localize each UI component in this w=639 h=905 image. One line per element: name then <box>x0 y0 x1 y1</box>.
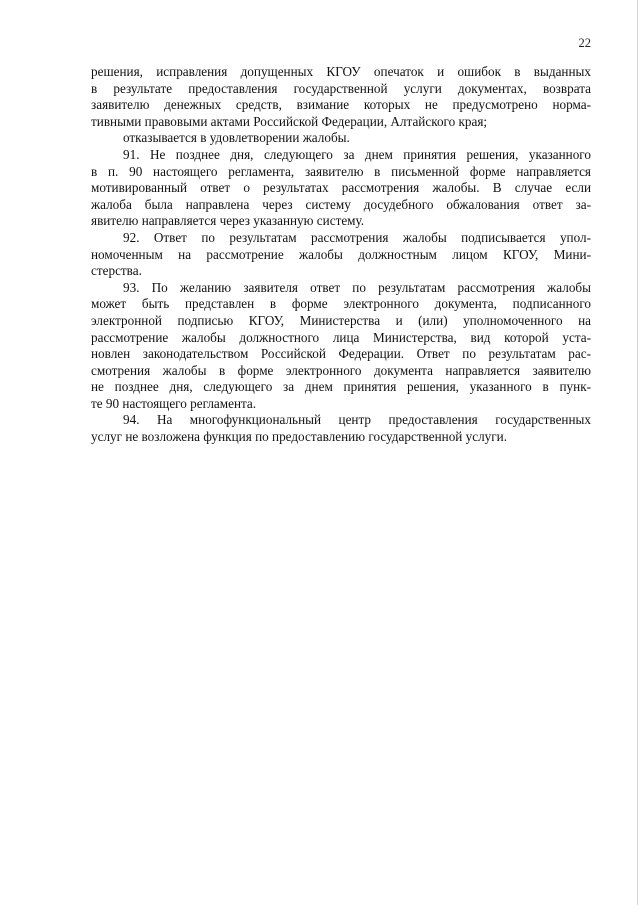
text-line: отказывается в удовлетворении жалобы. <box>123 130 350 146</box>
text-line: 92. Ответ по результатам рассмотрения жалобы подписывается упол- <box>123 229 591 245</box>
page-edge <box>637 0 638 905</box>
document-body <box>91 64 591 446</box>
text-line: стерства. <box>91 263 142 279</box>
text-line: электронной подписью КГОУ, Министерства и (или) уполномоченного на <box>91 312 591 328</box>
text-line: новлен законодательством Российской Федерации. Ответ по результатам рас- <box>91 346 591 362</box>
text-line: рассмотрение жалобы должностного лица Министерства, вид которой уста- <box>91 329 591 345</box>
text-line: смотрения жалобы в форме электронного документа направляется заявителю <box>91 362 591 378</box>
text-line: мотивированный ответ о результатах рассмотрения жалобы. В случае если <box>91 180 591 196</box>
text-line: услуг не возложена функция по предоставлению государственной услуги. <box>91 429 508 445</box>
text-line: явителю направляется через указанную систему. <box>91 213 365 229</box>
text-line: тивными правовыми актами Российской Федерации, Алтайского края; <box>91 113 488 129</box>
text-line: жалоба была направлена через систему досудебного обжалования ответ за- <box>91 196 591 212</box>
text-line: не позднее дня, следующего за днем принятия решения, указанного в пунк- <box>91 379 591 395</box>
text-line: те 90 настоящего регламента. <box>91 395 257 411</box>
text-line: может быть представлен в форме электронного документа, подписанного <box>91 296 591 312</box>
text-line: 93. По желанию заявителя ответ по результатам рассмотрения жалобы <box>123 279 591 295</box>
text-line: номоченным на рассмотрение жалобы должностным лицом КГОУ, Мини- <box>91 246 591 262</box>
page-number: 22 <box>578 36 591 50</box>
text-line: в п. 90 настоящего регламента, заявителю в письменной форме направляется <box>91 163 591 179</box>
text-line: 94. На многофункциональный центр предоставления государственных <box>123 412 591 428</box>
text-line: 91. Не позднее дня, следующего за днем принятия решения, указанного <box>123 146 591 162</box>
text-line: в результате предоставления государственной услуги документах, возврата <box>91 80 591 96</box>
text-line: решения, исправления допущенных КГОУ опечаток и ошибок в выданных <box>91 64 591 79</box>
text-line: заявителю денежных средств, взимание которых не предусмотрено норма- <box>91 97 591 113</box>
